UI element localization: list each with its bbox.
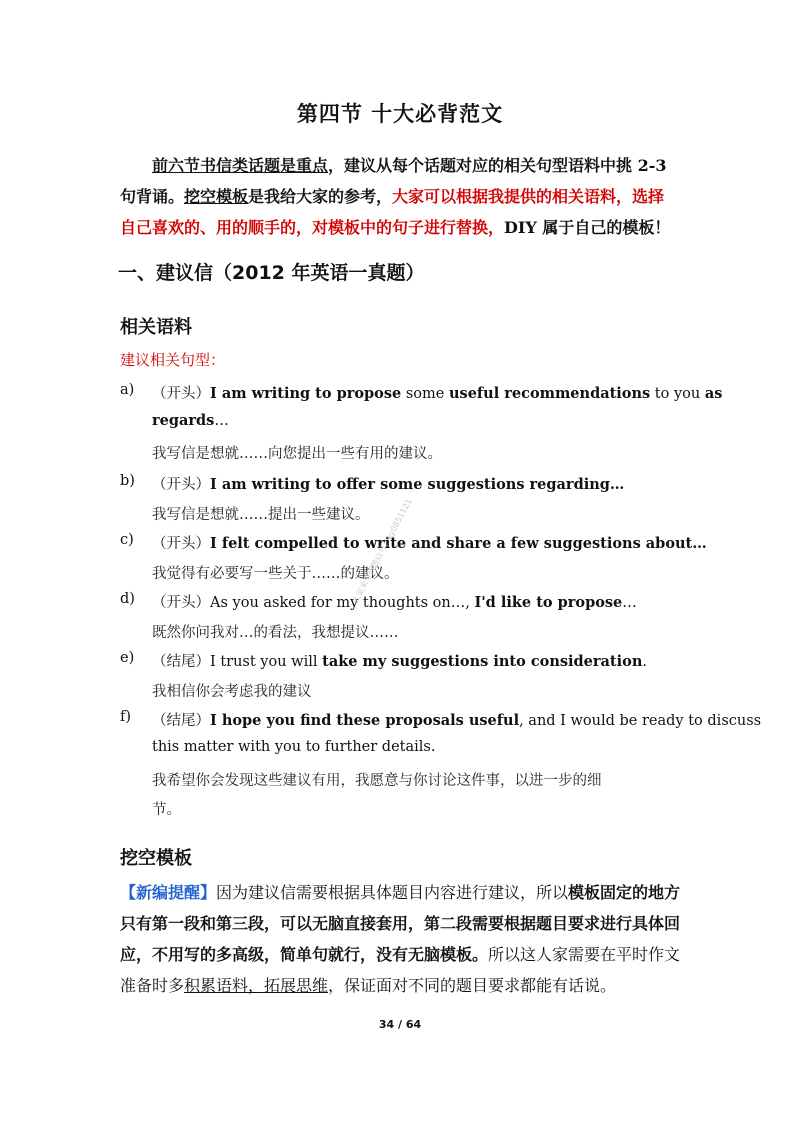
item-text: some	[401, 386, 449, 402]
section-title: 一、建议信（2012 年英语一真题）	[118, 262, 425, 284]
item-translation: 我写信是想就……向您提出一些有用的建议。	[152, 446, 442, 462]
item-text-2: …	[622, 595, 637, 611]
item-bold-3: as	[704, 385, 723, 402]
intro-emphasis: 前六节书信类话题是重点	[152, 156, 329, 175]
item-marker: a)	[120, 382, 135, 398]
reminder-text-2: 所以这人家需要在平时作文准备时多	[120, 945, 681, 995]
item-text: , and I would be ready to discuss	[519, 713, 762, 729]
item-text-2: .	[642, 654, 647, 670]
item-marker: b)	[120, 473, 135, 489]
item-tag: （开头）	[152, 595, 210, 611]
item-translation-2: 节。	[152, 802, 181, 818]
page-title: 第四节 十大必背范文	[296, 102, 504, 126]
item-bold: I am writing to propose	[210, 385, 402, 402]
item-translation: 我希望你会发现这些建议有用，我愿意与你讨论这件事，以进一步的细	[152, 773, 602, 789]
intro-text-2: 是我给大家的参考，	[248, 187, 393, 206]
item-bold: take my suggestions into consideration	[322, 653, 643, 670]
item-tag: （开头）	[152, 477, 210, 493]
item-bold: I hope you find these proposals useful	[210, 712, 520, 729]
item-bold: I am writing to offer some suggestions regarding…	[210, 476, 625, 493]
item-translation: 既然你问我对…的看法，我想提议……	[152, 625, 399, 641]
item-bold: I'd like to propose	[474, 594, 623, 611]
item-bold-2: useful recommendations	[448, 385, 651, 402]
intro-text-3: DIY 属于自己的模板！	[504, 218, 671, 237]
item-text-2: to you	[650, 386, 705, 402]
reminder-underline: 积累语料，拓展思维	[184, 976, 329, 995]
reminder-tag: 【新编提醒】	[120, 883, 217, 902]
intro-paragraph	[120, 150, 680, 243]
item-text: I trust you will	[210, 654, 323, 670]
patterns-heading: 建议相关句型：	[120, 351, 226, 369]
template-heading: 挖空模板	[120, 848, 192, 869]
item-translation: 我相信你会考虑我的建议	[152, 684, 312, 700]
item-translation: 我写信是想就……提出一些建议。	[152, 507, 370, 523]
item-marker: d)	[120, 591, 135, 607]
item-text-3: …	[214, 413, 229, 429]
template-ref: 挖空模板	[184, 187, 249, 206]
watermark: 大家来考研微信号：ky0851121	[350, 497, 414, 605]
intro-text: ，建议从每个话题对应的相关句型语料中挑 2-3 句背诵。	[120, 156, 667, 206]
item-tag: （结尾）	[152, 713, 210, 729]
item-tag: （结尾）	[152, 654, 210, 670]
item-marker: e)	[120, 650, 135, 666]
item-bold: I felt compelled to write and share a few suggestions about…	[210, 535, 707, 552]
item-marker: c)	[120, 532, 134, 548]
item-translation: 我觉得有必要写一些关于……的建议。	[152, 566, 399, 582]
item-text: As you asked for my thoughts on…,	[210, 595, 475, 611]
related-heading: 相关语料	[120, 317, 192, 338]
item-tag: （开头）	[152, 386, 210, 402]
intro-red-text: 大家可以根据我提供的相关语料，选择自己喜欢的、用的顺手的，对模板中的句子进行替换，	[120, 187, 665, 237]
item-bold-4: regards	[152, 412, 215, 429]
reminder-text-3: ，保证面对不同的题目要求都能有话说。	[328, 976, 617, 995]
item-tag: （开头）	[152, 536, 210, 552]
page-number: 34 / 64	[378, 1018, 422, 1031]
item-text-line2: this matter with you to further details.	[152, 739, 436, 755]
reminder-text: 因为建议信需要根据具体题目内容进行建议，所以	[216, 883, 569, 902]
item-marker: f)	[120, 709, 132, 725]
reminder-paragraph	[120, 877, 690, 1001]
reminder-bold: 模板固定的地方只有第一段和第三段，可以无脑直接套用，第二段需要根据题目要求进行具体回应，不用写的多高级，简单句就行，没有无脑模板。	[120, 883, 681, 964]
